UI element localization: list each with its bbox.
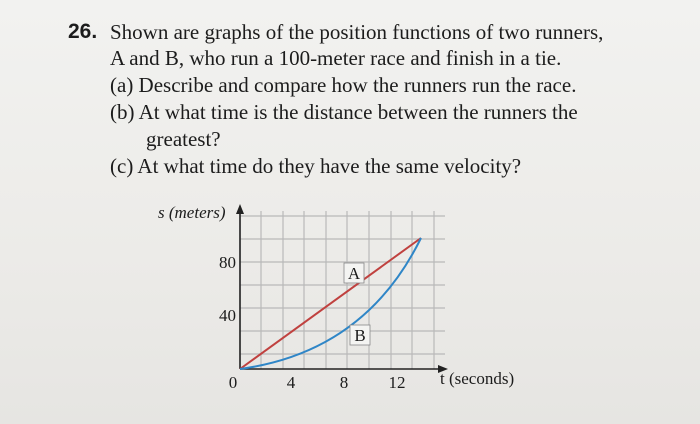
x-tick-0: 0 <box>228 373 238 392</box>
part-c-text: (c) At what time do they have the same velocity? <box>110 154 522 178</box>
problem-line-1: Shown are graphs of the position functions of two runners, <box>110 20 604 44</box>
y-tick-80: 80 <box>219 253 236 272</box>
runner-a-line <box>240 238 421 369</box>
x-tick-8: 8 <box>339 373 349 392</box>
problem-line-2: A and B, who run a 100-meter race and finish in a tie. <box>110 46 562 70</box>
x-axis-label: t (seconds) <box>440 369 515 388</box>
grid <box>240 211 445 369</box>
y-tick-40: 40 <box>219 306 236 325</box>
label-b: B <box>354 326 366 345</box>
x-tick-4: 4 <box>286 373 296 392</box>
problem-number: 26. <box>68 20 98 43</box>
part-a-text: (a) Describe and compare how the runners run the race. <box>110 73 577 97</box>
x-tick-12: 12 <box>388 373 406 392</box>
part-b-text: (b) At what time is the distance between the runners the <box>110 100 578 124</box>
y-axis-label: s (meters) <box>158 203 226 222</box>
part-b-text-cont: greatest? <box>146 127 221 151</box>
label-a: A <box>347 264 361 283</box>
